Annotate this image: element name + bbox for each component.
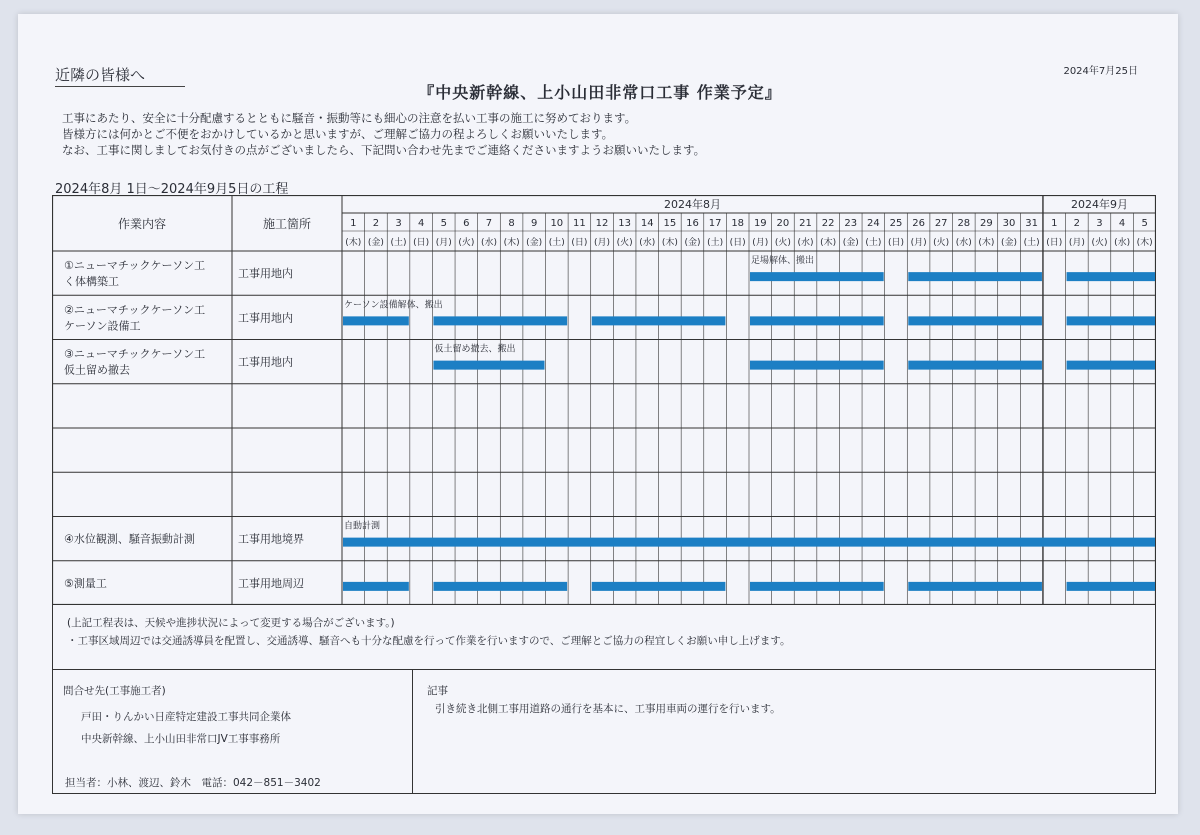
schedule-bar (433, 316, 567, 325)
schedule-bar (908, 361, 1042, 370)
day-number: 21 (799, 218, 812, 229)
day-number: 10 (550, 218, 564, 229)
schedule-bar (592, 582, 726, 591)
page-title: 『中央新幹線、上小山田非常口工事 作業予定』 (418, 83, 782, 102)
day-number: 1 (350, 218, 357, 229)
day-number: 4 (417, 218, 425, 229)
day-number: 14 (640, 218, 654, 229)
day-number: 16 (686, 218, 699, 229)
work-item-label: ③ニューマチックケーソン工 (64, 347, 206, 361)
work-location-label: 工事用地内 (238, 355, 293, 369)
schedule-bar (1067, 582, 1155, 591)
day-number: 19 (753, 218, 767, 229)
schedule-bar (343, 582, 409, 591)
footer-divider (412, 669, 413, 793)
work-location-label: 工事用地内 (238, 267, 293, 281)
contact-office: 中央新幹線、上小山田非常口JV工事事務所 (81, 733, 281, 745)
day-number: 15 (663, 218, 677, 229)
work-location-label: 工事用地境界 (238, 532, 304, 546)
greeting: 近隣の皆様へ (55, 64, 185, 87)
weekday-label: (木) (345, 238, 362, 248)
work-item-label: ②ニューマチックケーソン工 (64, 303, 206, 317)
day-number: 22 (821, 218, 835, 229)
weekday-label: (土) (390, 238, 407, 248)
weekday-label: (日) (413, 238, 430, 248)
day-number: 28 (957, 218, 971, 229)
day-number: 26 (912, 218, 925, 229)
day-number: 2 (372, 218, 380, 229)
weekday-label: (水) (639, 238, 656, 248)
schedule-bar (433, 582, 567, 591)
work-item-label: く体構築工 (64, 275, 119, 288)
weekday-label: (日) (729, 238, 746, 248)
schedule-bar (433, 361, 544, 370)
schedule-bar (750, 582, 884, 591)
weekday-label: (木) (661, 238, 678, 248)
remarks-text: 引き続き北側工事用道路の通行を基本に、工事用車両の運行を行います。 (435, 703, 781, 715)
schedule-bar (343, 316, 409, 325)
day-number: 12 (595, 218, 609, 229)
col-header-work: 作業内容 (117, 217, 167, 231)
schedule-bar (750, 316, 884, 325)
schedule-bar (1067, 272, 1155, 281)
schedule-period: 2024年8月 1日～2024年9月5日の工程 (55, 182, 289, 197)
contact-person: 担当者：小林、渡辺、鈴木 電話：042－851－3402 (65, 777, 321, 789)
weekday-label: (日) (1046, 238, 1063, 248)
weekday-label: (木) (820, 238, 837, 248)
month-label-sep: 2024年9月 (1070, 198, 1128, 211)
day-number: 30 (1002, 218, 1016, 229)
col-header-place: 施工箇所 (262, 217, 312, 231)
day-number: 29 (980, 218, 993, 229)
weekday-label: (金) (367, 238, 384, 248)
contact-heading: 問合せ先(工事施工者) (63, 685, 166, 697)
day-number: 25 (889, 218, 903, 229)
weekday-label: (土) (707, 238, 724, 248)
schedule-bar (592, 316, 726, 325)
schedule-bar (750, 361, 884, 370)
weekday-label: (木) (503, 238, 520, 248)
weekday-label: (月) (910, 238, 927, 248)
day-number: 1 (1051, 218, 1058, 229)
day-number: 24 (866, 218, 880, 229)
weekday-label: (火) (933, 238, 950, 248)
day-number: 11 (573, 218, 586, 229)
weekday-label: (火) (774, 238, 791, 248)
work-location-label: 工事用地周辺 (238, 576, 304, 590)
weekday-label: (金) (684, 238, 701, 248)
intro-text (62, 110, 705, 158)
weekday-label: (金) (526, 238, 543, 248)
activity-label: 自動計測 (344, 521, 381, 532)
day-number: 13 (618, 218, 632, 229)
day-number: 5 (440, 218, 447, 229)
work-item-label: 仮土留め撤去 (64, 363, 130, 377)
weekday-label: (水) (1114, 238, 1131, 248)
weekday-label: (水) (480, 238, 497, 248)
schedule-bar (750, 272, 884, 281)
weekday-label: (金) (1001, 238, 1018, 248)
activity-label: 足場解体、搬出 (751, 256, 815, 266)
day-number: 31 (1025, 218, 1039, 229)
work-item-label: ⑤測量工 (64, 576, 107, 590)
day-number: 7 (485, 218, 493, 229)
work-item-label: ケーソン設備工 (64, 319, 141, 333)
work-location-label: 工事用地内 (238, 311, 293, 325)
weekday-label: (土) (865, 238, 882, 248)
weekday-label: (日) (571, 238, 588, 248)
schedule-bar (908, 316, 1042, 325)
day-number: 8 (508, 218, 515, 229)
note-line: (上記工程表は、天候や進捗状況によって変更する場合がございます。) (67, 617, 395, 629)
work-item-label: ④水位観測、騒音振動計測 (64, 532, 195, 546)
schedule-bar (343, 538, 1155, 547)
weekday-label: (水) (955, 238, 972, 248)
gantt-chart (52, 195, 1156, 605)
day-number: 9 (531, 218, 538, 229)
schedule-bar (908, 272, 1042, 281)
weekday-label: (土) (1023, 238, 1040, 248)
remarks-heading: 記事 (427, 685, 448, 697)
day-number: 3 (395, 218, 402, 229)
intro-line: 皆様方には何かとご不便をおかけしているかと思いますが、ご理解ご協力の程よろしくお願いいたします。 (62, 127, 614, 141)
notes-box (52, 605, 1156, 670)
issue-date: 2024年7月25日 (1063, 66, 1138, 77)
day-number: 18 (731, 218, 745, 229)
weekday-label: (水) (797, 238, 814, 248)
weekday-label: (木) (978, 238, 995, 248)
schedule-bar (908, 582, 1042, 591)
weekday-label: (月) (594, 238, 611, 248)
day-number: 17 (708, 218, 722, 229)
contact-company: 戸田・りんかい日産特定建設工事共同企業体 (81, 711, 291, 723)
day-number: 23 (844, 218, 858, 229)
intro-line: なお、工事に関しましてお気付きの点がございましたら、下記問い合わせ先までご連絡くださいますようお願いいたします。 (62, 143, 706, 157)
schedule-table (52, 195, 1156, 605)
month-label-aug: 2024年8月 (663, 198, 721, 211)
day-number: 5 (1141, 218, 1148, 229)
footer-box (52, 669, 1156, 794)
weekday-label: (月) (752, 238, 769, 248)
day-number: 4 (1118, 218, 1126, 229)
schedule-bar (1067, 316, 1155, 325)
activity-label: ケーソン設備解体、搬出 (344, 300, 443, 311)
day-number: 20 (776, 218, 790, 229)
weekday-label: (火) (458, 238, 475, 248)
day-number: 3 (1096, 218, 1103, 229)
activity-label: 仮土留め撤去、搬出 (434, 344, 516, 355)
weekday-label: (月) (435, 238, 452, 248)
day-number: 6 (463, 218, 470, 229)
weekday-label: (月) (1068, 238, 1085, 248)
weekday-label: (金) (842, 238, 859, 248)
weekday-label: (木) (1136, 238, 1153, 248)
work-item-label: ①ニューマチックケーソン工 (64, 259, 206, 272)
weekday-label: (火) (1091, 238, 1108, 248)
weekday-label: (土) (548, 238, 565, 248)
day-number: 2 (1073, 218, 1081, 229)
note-line: ・工事区域周辺では交通誘導員を配置し、交通誘導、騒音へも十分な配慮を行って作業を行いますので、ご理解とご協力の程宜しくお願い申し上げます。 (67, 635, 791, 647)
day-number: 27 (934, 218, 948, 229)
intro-line: 工事にあたり、安全に十分配慮するとともに騒音・振動等にも細心の注意を払い工事の施工に努めております。 (62, 111, 637, 125)
weekday-label: (日) (887, 238, 904, 248)
schedule-bar (1067, 361, 1155, 370)
weekday-label: (火) (616, 238, 633, 248)
